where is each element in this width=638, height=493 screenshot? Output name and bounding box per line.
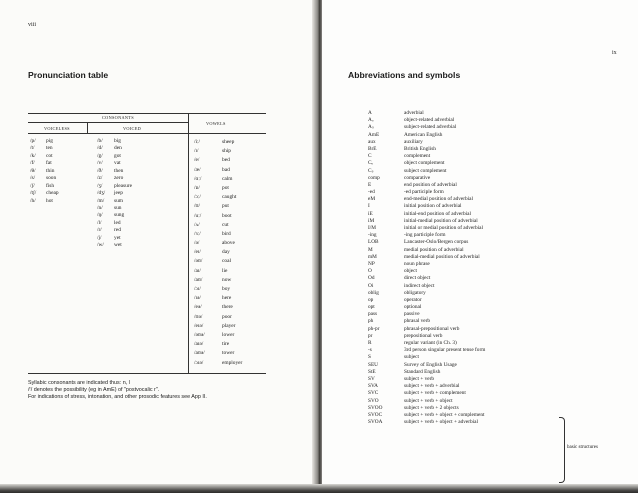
phoneme-symbol: /æ/ xyxy=(194,166,201,173)
example-word: led xyxy=(114,219,121,226)
phoneme-symbol: /aʊə/ xyxy=(194,350,205,357)
abbreviation-meaning: optional xyxy=(404,304,422,311)
example-word: fat xyxy=(46,160,52,167)
phoneme-symbol: /ʒ/ xyxy=(97,182,103,189)
abbreviation-meaning: medial position of adverbial xyxy=(404,246,464,253)
abbreviation: Oi xyxy=(368,282,374,289)
abbreviation-meaning: subject + verb + complement xyxy=(404,390,466,397)
phoneme-symbol: /w/ xyxy=(97,242,104,249)
abbreviation: I/M xyxy=(368,225,376,231)
abbreviation: LOB xyxy=(368,239,379,246)
abbreviation-meaning: obligatory xyxy=(404,289,426,296)
abbreviation-list xyxy=(368,110,382,426)
example-word: den xyxy=(114,145,122,152)
example-word: coal xyxy=(222,258,231,265)
abbreviation-meaning: complement xyxy=(404,153,431,160)
example-word: bad xyxy=(222,166,230,173)
abbreviation-meaning: operator xyxy=(404,296,422,303)
phoneme-symbol: /ʌ/ xyxy=(194,221,200,228)
pronunciation-table-title: Pronunciation table xyxy=(28,70,109,80)
abbreviation: iM xyxy=(368,217,375,224)
example-word: wet xyxy=(114,242,122,249)
basic-structures-brace xyxy=(559,417,565,483)
abbreviation: NP xyxy=(368,260,375,267)
consonants-header: CONSONANTS xyxy=(102,115,134,120)
abbreviation-meaning: subject complement xyxy=(404,167,447,174)
abbreviation: E xyxy=(368,181,372,188)
phoneme-symbol: /f/ xyxy=(30,160,35,167)
abbreviation: opt xyxy=(368,304,375,311)
abbreviation: M xyxy=(368,246,373,253)
abbreviation-meaning: subject + verb + adverbial xyxy=(404,383,460,390)
example-word: here xyxy=(222,295,232,302)
phoneme-symbol: /ɒ/ xyxy=(194,184,200,191)
example-word: ten xyxy=(46,145,53,152)
abbreviation-meaning: adverbial xyxy=(404,110,424,116)
example-word: pig xyxy=(46,138,53,144)
example-word: tower xyxy=(222,350,235,357)
abbreviation-meaning: regular variant (in Ch. 3) xyxy=(404,340,457,346)
phoneme-symbol: /eɪ/ xyxy=(194,249,201,256)
abbreviation-meaning: medial-medial position of adverbial xyxy=(404,253,480,260)
abbreviation: SVC xyxy=(368,390,379,397)
right-page-number: ix xyxy=(612,50,617,56)
example-word: boy xyxy=(222,286,231,292)
abbreviation: SVOA xyxy=(368,419,383,426)
abbreviation: eM xyxy=(368,196,376,203)
abbreviation-meaning: object-related adverbial xyxy=(404,117,455,124)
abbreviation: R xyxy=(368,340,372,346)
abbreviation: O xyxy=(368,268,372,275)
abbreviation: BrE xyxy=(368,145,377,152)
abbreviation: SVOO xyxy=(368,404,383,411)
page-bottom-shadow xyxy=(0,484,638,493)
abbreviation-meaning: object xyxy=(404,268,417,275)
left-page xyxy=(0,0,318,493)
abbreviation-meaning: subject + verb + object + complement xyxy=(404,411,485,418)
vowel-words xyxy=(222,138,242,368)
example-word: tire xyxy=(222,341,230,348)
basic-structures-label: basic structures xyxy=(567,445,598,450)
phoneme-symbol: /ŋ/ xyxy=(97,212,103,219)
abbreviation-meaning: comparative xyxy=(404,174,431,181)
abbreviation: I xyxy=(368,203,370,210)
abbreviation: Cₛ xyxy=(368,167,374,174)
example-word: above xyxy=(222,240,235,247)
abbreviation: -s xyxy=(368,347,372,354)
abbreviation-meaning: noun phrase xyxy=(404,260,430,267)
phoneme-symbol: /l/ xyxy=(97,219,102,226)
phoneme-symbol: /ɔɪ/ xyxy=(194,286,201,292)
vowel-symbols xyxy=(194,138,205,368)
abbreviation: SV xyxy=(368,375,375,382)
phoneme-symbol: /g/ xyxy=(97,152,103,159)
consonants-vowels-divider xyxy=(188,113,189,373)
phoneme-symbol: /aɪə/ xyxy=(194,341,204,348)
example-word: calm xyxy=(222,175,233,182)
abbreviation: SVA xyxy=(368,383,378,390)
phoneme-symbol: /əʊə/ xyxy=(194,331,205,338)
abbreviation: Cₒ xyxy=(368,160,374,167)
abbreviation: op xyxy=(368,296,374,303)
abbreviation-meaning: American English xyxy=(404,131,443,138)
example-word: pot xyxy=(222,184,229,191)
example-word: bed xyxy=(222,157,230,164)
abbreviation-meaning: initial-end position of adverbial xyxy=(404,210,471,217)
abbreviation-meaning: passive xyxy=(404,311,420,318)
abbreviation: comp xyxy=(368,174,380,181)
example-word: sun xyxy=(114,204,122,211)
abbreviation-meaning: end-medial position of adverbial xyxy=(404,196,473,203)
abbreviation-meaning: auxiliary xyxy=(404,138,423,145)
example-word: thin xyxy=(46,167,55,174)
abbreviation-meaning: subject + verb + object xyxy=(404,397,453,404)
example-word: pleasure xyxy=(114,182,132,189)
vowels-header: VOWELS xyxy=(206,121,226,126)
phoneme-symbol: /j/ xyxy=(97,234,102,241)
abbreviation-meaning: Standard English xyxy=(404,368,441,375)
example-word: ship xyxy=(222,148,231,155)
example-word: player xyxy=(222,322,236,329)
abbreviation-meaning: Survey of English Usage xyxy=(404,361,457,368)
voiced-words xyxy=(114,138,132,250)
footnote-prosodic: For indications of stress, intonation, and other prosodic features see App II. xyxy=(28,394,207,400)
phoneme-symbol: /e/ xyxy=(194,157,200,164)
phoneme-symbol: /z/ xyxy=(97,175,103,182)
abbreviation: ph xyxy=(368,318,374,325)
phoneme-symbol: /ɜː/ xyxy=(194,230,201,237)
voiceless-header: VOICELESS xyxy=(44,126,70,131)
phoneme-symbol: /n/ xyxy=(97,204,103,211)
voiceless-voiced-divider xyxy=(87,122,88,133)
example-word: soon xyxy=(46,175,57,182)
phoneme-symbol: /ə/ xyxy=(194,240,200,247)
abbreviation: S xyxy=(368,354,371,361)
table-top-rule xyxy=(28,113,266,114)
example-word: put xyxy=(222,203,229,210)
phoneme-symbol: /aʊ/ xyxy=(194,276,203,283)
example-word: there xyxy=(222,304,233,311)
abbreviation: ph-pr xyxy=(368,325,380,332)
example-word: caught xyxy=(222,194,237,201)
example-word: cot xyxy=(46,152,53,159)
example-word: fish xyxy=(46,182,55,189)
phoneme-symbol: /θ/ xyxy=(30,167,36,174)
phoneme-symbol: /ɪə/ xyxy=(194,295,201,302)
footnotes xyxy=(28,380,207,401)
header-bottom-rule xyxy=(28,133,266,134)
abbreviation-meaning: object complement xyxy=(404,160,445,167)
abbreviation-meaning: phrasal verb xyxy=(404,318,431,325)
example-word: employer xyxy=(222,359,243,366)
abbreviation: A xyxy=(368,110,372,116)
abbreviation: Aₒ xyxy=(368,117,374,124)
phoneme-symbol: /ɔɪə/ xyxy=(194,359,204,366)
footnote-syllabic: Syllabic consonants are indicated thus: n, l xyxy=(28,380,130,386)
abbreviation: iE xyxy=(368,210,373,217)
abbreviation-meaning: subject + verb + object + adverbial xyxy=(404,419,478,426)
phoneme-symbol: /t/ xyxy=(30,145,35,152)
abbreviation: aux xyxy=(368,138,376,145)
example-word: red xyxy=(114,227,121,234)
example-word: hot xyxy=(46,197,53,204)
phoneme-symbol: /d/ xyxy=(97,145,103,152)
example-word: poor xyxy=(222,313,232,320)
example-word: day xyxy=(222,249,230,256)
voiceless-words xyxy=(46,138,59,205)
phoneme-symbol: /m/ xyxy=(97,197,105,204)
abbreviation: pass xyxy=(368,311,378,318)
example-word: sheep xyxy=(222,139,235,145)
abbreviation-meaning: indirect object xyxy=(404,282,435,289)
phoneme-symbol: /eɪə/ xyxy=(194,322,204,329)
abbreviation-meaning: -ed participle form xyxy=(404,189,444,196)
voiceless-symbols xyxy=(30,138,36,205)
phoneme-symbol: /iː/ xyxy=(194,139,200,145)
abbreviation: mM xyxy=(368,253,377,260)
example-word: lower xyxy=(222,331,235,338)
abbreviation: SVOC xyxy=(368,411,383,418)
phoneme-symbol: /r/ xyxy=(97,227,102,234)
example-word: got xyxy=(114,152,121,159)
abbreviation: SEU xyxy=(368,361,379,368)
footnote-postvocalic-r: /ʳ/ denotes the possibility (eg in AmE) of "postvocalic r". xyxy=(28,387,160,393)
phoneme-symbol: /v/ xyxy=(97,160,103,167)
example-word: zero xyxy=(114,175,124,182)
abbreviation-meaning: direct object xyxy=(404,275,431,282)
phoneme-symbol: /s/ xyxy=(30,175,36,182)
table-bottom-rule xyxy=(28,373,266,374)
phoneme-symbol: /h/ xyxy=(30,197,36,204)
phoneme-symbol: /dʒ/ xyxy=(97,190,106,197)
abbreviation-meaning: initial-medial position of adverbial xyxy=(404,217,478,224)
example-word: bird xyxy=(222,230,231,237)
example-word: sum xyxy=(114,197,123,204)
phoneme-symbol: /ɔː/ xyxy=(194,194,201,201)
phoneme-symbol: /əʊ/ xyxy=(194,258,203,265)
phoneme-symbol: /uː/ xyxy=(194,212,202,219)
abbreviation: C xyxy=(368,153,372,160)
example-word: then xyxy=(114,167,124,174)
left-page-number: viii xyxy=(28,22,37,28)
example-word: now xyxy=(222,276,232,283)
example-word: lie xyxy=(222,267,228,274)
voiced-symbols xyxy=(97,138,105,250)
phoneme-symbol: /ɑː/ xyxy=(194,175,202,182)
abbreviation-meaning: subject + verb + 2 objects xyxy=(404,404,459,411)
abbreviation-meaning: end position of adverbial xyxy=(404,181,457,188)
consonants-sub-rule xyxy=(28,122,188,123)
phoneme-symbol: /eə/ xyxy=(194,304,202,311)
meaning-list xyxy=(404,110,485,426)
phoneme-symbol: /ʊə/ xyxy=(194,313,203,320)
abbreviation-meaning: phrasal-prepositional verb xyxy=(404,325,460,332)
abbreviation-meaning: -ing participle form xyxy=(404,232,446,239)
abbreviation-meaning: prepositional verb xyxy=(404,332,443,339)
example-word: boot xyxy=(222,212,232,219)
phoneme-symbol: /ʊ/ xyxy=(194,203,200,210)
abbreviation: StE xyxy=(368,368,376,375)
example-word: cut xyxy=(222,221,229,228)
abbreviation: Aₛ xyxy=(368,124,374,131)
abbreviation: oblig xyxy=(368,289,379,296)
phoneme-symbol: /b/ xyxy=(97,138,103,144)
abbreviation: -ing xyxy=(368,232,377,239)
abbreviation-meaning: Lancaster-Oslo/Bergen corpus xyxy=(404,239,469,246)
abbreviation: Od xyxy=(368,275,375,282)
abbreviation-meaning: initial or medial position of adverbial xyxy=(404,225,483,231)
phoneme-symbol: /tʃ/ xyxy=(30,190,37,197)
example-word: vat xyxy=(114,160,121,167)
phoneme-symbol: /ʃ/ xyxy=(30,182,35,189)
abbreviation-meaning: subject xyxy=(404,354,420,361)
example-word: jeep xyxy=(114,190,123,197)
abbreviation: AmE xyxy=(368,131,380,138)
phoneme-symbol: /ɪ/ xyxy=(194,148,199,155)
abbreviation-meaning: initial position of adverbial xyxy=(404,203,462,210)
phoneme-symbol: /k/ xyxy=(30,152,36,159)
example-word: cheap xyxy=(46,190,59,197)
abbreviation: pr xyxy=(368,332,373,339)
example-word: yet xyxy=(114,234,121,241)
abbreviation-meaning: subject + verb xyxy=(404,375,435,382)
abbreviation: -ed xyxy=(368,189,375,196)
phoneme-symbol: /ð/ xyxy=(97,167,103,174)
voiced-header: VOICED xyxy=(123,126,142,131)
abbreviation: SVO xyxy=(368,397,379,404)
phoneme-symbol: /p/ xyxy=(30,138,36,144)
phoneme-symbol: /aɪ/ xyxy=(194,267,201,274)
abbreviation-meaning: subject-related adverbial xyxy=(404,124,457,131)
example-word: big xyxy=(114,138,121,144)
example-word: sung xyxy=(114,212,125,219)
abbreviations-title: Abbreviations and symbols xyxy=(348,70,461,80)
abbreviation-meaning: British English xyxy=(404,145,436,152)
abbreviation-meaning: 3rd person singular present tense form xyxy=(404,347,486,354)
